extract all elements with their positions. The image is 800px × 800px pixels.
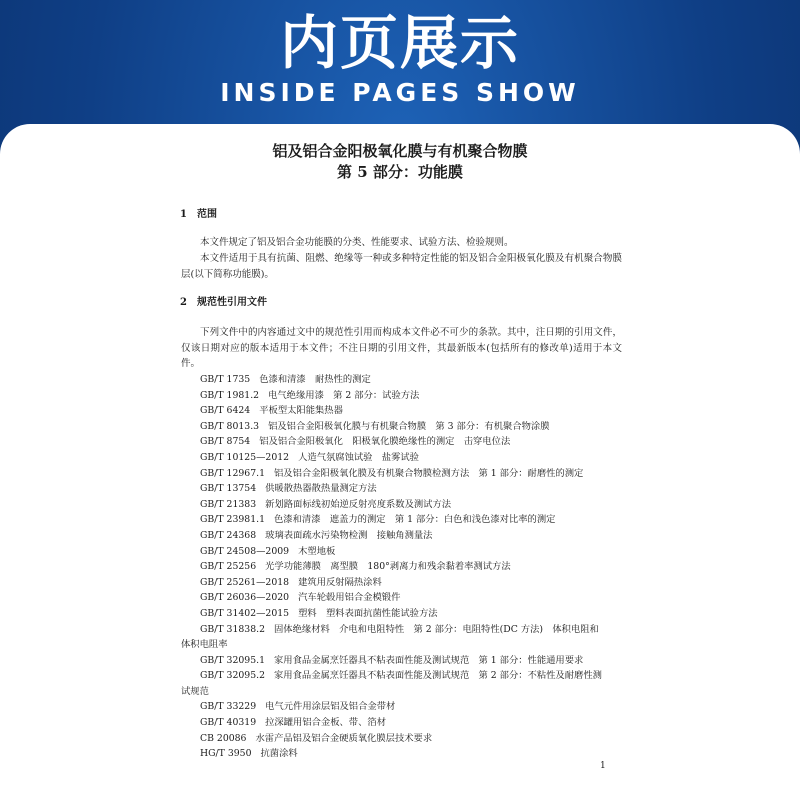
reference-code: GB/T 24508—2009 bbox=[200, 545, 290, 557]
reference-item bbox=[181, 497, 626, 513]
document-title: 铝及铝合金阳极氧化膜与有机聚合物膜 bbox=[272, 142, 528, 160]
reference-title: 水雷产品铝及铝合金硬质氧化膜层技术要求 bbox=[255, 732, 433, 744]
reference-item bbox=[181, 528, 626, 544]
reference-code: HG/T 3950 bbox=[200, 748, 252, 760]
reference-code: GB/T 33229 bbox=[200, 701, 257, 713]
reference-code: GB/T 24368 bbox=[200, 529, 257, 541]
reference-item bbox=[181, 419, 626, 435]
reference-title: 建筑用反射隔热涂料 bbox=[298, 576, 382, 588]
reference-item bbox=[181, 481, 626, 497]
reference-code: GB/T 31402—2015 bbox=[200, 607, 290, 619]
reference-title: 固体绝缘材料 介电和电阻特性 第 2 部分：电阻特性(DC 方法) 体积电阻和 bbox=[274, 623, 599, 635]
section-1-paragraph-1: 本文件规定了铝及铝合金功能膜的分类、性能要求、试验方法、检验规则。 bbox=[200, 237, 514, 248]
reference-item bbox=[181, 590, 626, 606]
reference-list bbox=[181, 372, 626, 762]
reference-item bbox=[181, 450, 626, 466]
reference-item bbox=[181, 622, 626, 653]
reference-item bbox=[181, 668, 626, 699]
reference-title: 塑料 塑料表面抗菌性能试验方法 bbox=[298, 607, 438, 619]
reference-item bbox=[181, 434, 626, 450]
reference-item bbox=[181, 466, 626, 482]
reference-title: 木塑地板 bbox=[298, 545, 336, 557]
reference-code: GB/T 13754 bbox=[200, 483, 257, 495]
reference-item bbox=[181, 653, 626, 669]
reference-code: GB/T 1981.2 bbox=[200, 389, 260, 401]
reference-item bbox=[181, 715, 626, 731]
reference-title: 电气元件用涂层铝及铝合金带材 bbox=[265, 701, 396, 713]
reference-title: 家用食品金属烹饪器具不粘表面性能及测试规范 第 2 部分：不粘性及耐磨性测 bbox=[274, 670, 602, 682]
reference-code: GB/T 23981.1 bbox=[200, 514, 265, 526]
reference-title: 铝及铝合金阳极氧化膜与有机聚合物膜 第 3 部分：有机聚合物涂膜 bbox=[268, 420, 550, 432]
reference-code: GB/T 8754 bbox=[200, 436, 251, 448]
document-subtitle: 第 5 部分：功能膜 bbox=[337, 163, 463, 181]
banner bbox=[0, 0, 800, 124]
reference-title: 玻璃表面疏水污染物检测 接触角测量法 bbox=[265, 529, 433, 541]
reference-code: GB/T 25256 bbox=[200, 561, 257, 573]
reference-title: 新划路面标线初始逆反射亮度系数及测试方法 bbox=[265, 498, 452, 510]
reference-title-continuation: 体积电阻率 bbox=[181, 639, 228, 651]
reference-item bbox=[181, 699, 626, 715]
reference-code: GB/T 25261—2018 bbox=[200, 576, 290, 588]
reference-code: GB/T 32095.1 bbox=[200, 654, 265, 666]
document-page bbox=[0, 124, 800, 800]
reference-title: 人造气氛腐蚀试验 盐雾试验 bbox=[298, 451, 419, 463]
reference-title: 光学功能薄膜 离型膜 180°剥离力和残余黏着率测试方法 bbox=[265, 561, 511, 573]
reference-item bbox=[181, 388, 626, 404]
reference-title: 拉深罐用铝合金板、带、箔材 bbox=[265, 717, 386, 729]
page-number: 1 bbox=[600, 761, 606, 771]
reference-code: GB/T 26036—2020 bbox=[200, 592, 290, 604]
reference-title: 铝及铝合金阳极氧化膜及有机聚合物膜检测方法 第 1 部分：耐磨性的测定 bbox=[274, 467, 584, 479]
reference-item bbox=[181, 372, 626, 388]
reference-code: CB 20086 bbox=[200, 732, 247, 744]
reference-title: 汽车轮毂用铝合金模锻件 bbox=[298, 592, 401, 604]
reference-code: GB/T 6424 bbox=[200, 405, 251, 417]
section-2-intro: 下列文件中的内容通过文中的规范性引用而构成本文件必不可少的条款。其中，注日期的引用文件，仅该日期对应的版本适用于本文件；不注日期的引用文件，其最新版本(包括所有的修改单)适用于本文件。 bbox=[181, 327, 622, 369]
reference-title: 色漆和清漆 耐热性的测定 bbox=[259, 374, 371, 385]
reference-item bbox=[181, 559, 626, 575]
reference-code: GB/T 1735 bbox=[200, 374, 251, 385]
reference-title: 电气绝缘用漆 第 2 部分：试验方法 bbox=[268, 389, 420, 401]
reference-item bbox=[181, 606, 626, 622]
reference-code: GB/T 31838.2 bbox=[200, 623, 265, 635]
reference-item bbox=[181, 746, 626, 762]
reference-code: GB/T 40319 bbox=[200, 717, 257, 729]
reference-item bbox=[181, 512, 626, 528]
reference-title-continuation: 试规范 bbox=[181, 685, 209, 697]
reference-title: 色漆和清漆 遮盖力的测定 第 1 部分：白色和浅色漆对比率的测定 bbox=[274, 514, 556, 526]
reference-title: 抗菌涂料 bbox=[260, 748, 298, 760]
section-2-heading: 2 规范性引用文件 bbox=[180, 297, 267, 308]
reference-title: 平板型太阳能集热器 bbox=[259, 405, 343, 417]
reference-title: 家用食品金属烹饪器具不粘表面性能及测试规范 第 1 部分：性能通用要求 bbox=[274, 654, 584, 666]
reference-item bbox=[181, 403, 626, 419]
section-1-paragraph-2: 本文件适用于具有抗菌、阻燃、绝缘等一种或多种特定性能的铝及铝合金阳极氧化膜及有机聚合物膜层(以下简称功能膜)。 bbox=[181, 253, 622, 280]
reference-item bbox=[181, 544, 626, 560]
banner-title-en: INSIDE PAGES SHOW bbox=[220, 78, 580, 107]
reference-title: 供暖散热器散热量测定方法 bbox=[265, 483, 377, 495]
reference-title: 铝及铝合金阳极氧化 阳极氧化膜绝缘性的测定 击穿电位法 bbox=[259, 436, 511, 448]
reference-code: GB/T 12967.1 bbox=[200, 467, 265, 479]
reference-code: GB/T 21383 bbox=[200, 498, 257, 510]
reference-code: GB/T 32095.2 bbox=[200, 670, 265, 682]
section-1-heading: 1 范围 bbox=[180, 209, 217, 220]
reference-item bbox=[181, 575, 626, 591]
banner-title-cn: 内页展示 bbox=[279, 9, 520, 77]
reference-code: GB/T 8013.3 bbox=[200, 420, 260, 432]
reference-item bbox=[181, 731, 626, 747]
reference-code: GB/T 10125—2012 bbox=[200, 451, 290, 463]
